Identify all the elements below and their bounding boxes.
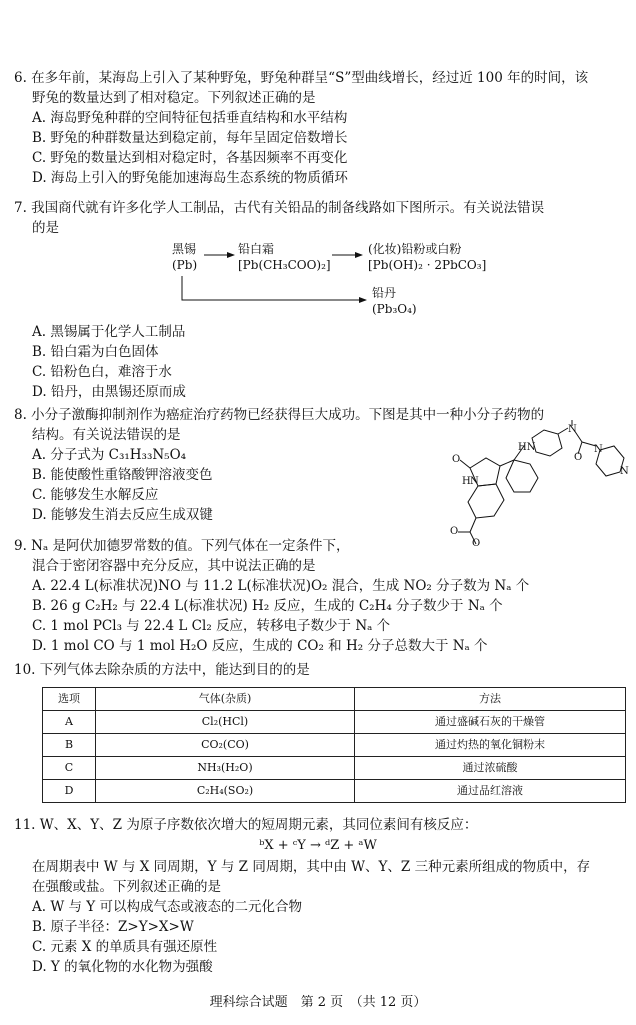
q8-option-c: C. 能够发生水解反应	[32, 487, 159, 503]
col-header-method: 方法	[355, 688, 626, 711]
table-header-row	[43, 688, 626, 711]
q9-option-c: C. 1 mol PCl₃ 与 22.4 L Cl₂ 反应，转移电子数少于 Nₐ 个	[32, 618, 391, 634]
page-footer: 理科综合试题 第 2 页 （共 12 页）	[209, 995, 427, 1010]
q11-option-b: B. 原子半径：Z>Y>X>W	[32, 919, 194, 935]
q6-option-b: B. 野兔的种群数量达到稳定前，每年呈固定倍数增长	[32, 130, 348, 146]
node-lead-acetate-formula: [Pb(CH₃COO)₂]	[238, 258, 331, 272]
node-red-lead-formula: (Pb₃O₄)	[372, 302, 417, 316]
q8-stem-1: 8. 小分子激酶抑制剂作为癌症治疗药物已经获得巨大成功。下图是其中一种小分子药物的	[14, 407, 545, 423]
table-row	[43, 711, 626, 734]
table-row	[43, 757, 626, 780]
lead-preparation-diagram	[170, 240, 530, 320]
cell-gas: C₂H₄(SO₂)	[96, 780, 355, 803]
atom-o-amide: O	[574, 452, 583, 463]
cell-method: 通过灼热的氧化铜粉末	[355, 734, 626, 757]
q8-option-b: B. 能使酸性重铬酸钾溶液变色	[32, 467, 213, 483]
q6-option-c: C. 野兔的数量达到相对稳定时，各基因频率不再变化	[32, 150, 348, 166]
q8-option-a: A. 分子式为 C₃₁H₃₃N₅O₄	[32, 447, 187, 463]
cell-gas: NH₃(H₂O)	[96, 757, 355, 780]
col-header-gas: 气体(杂质)	[96, 688, 355, 711]
q7-options	[14, 322, 622, 402]
q6-stem-1: 6. 在多年前，某海岛上引入了某种野兔，野兔种群呈“S”型曲线增长，经过近 100 年的时间，该	[14, 70, 589, 86]
q7-option-d: D. 铅丹，由黑锡还原而成	[32, 384, 186, 400]
q11-nuclear-reaction: ᵇX + ᶜY → ᵈZ + ᵃW	[259, 838, 377, 853]
q11-option-d: D. Y 的氧化物的水化物为强酸	[32, 959, 213, 975]
atom-o-ester-1: O	[450, 526, 459, 537]
q8-stem-2: 结构。有关说法错误的是	[32, 427, 181, 443]
question-9	[14, 536, 622, 656]
node-lead-acetate-name: 铅白霜	[238, 242, 275, 256]
atom-n-piperazine-1: N	[594, 444, 603, 455]
cell-option: C	[43, 757, 96, 780]
q9-stem-2: 混合于密闭容器中充分反应，其中说法正确的是	[32, 558, 316, 574]
question-11	[14, 815, 622, 835]
table-row	[43, 734, 626, 757]
cell-method: 通过品红溶液	[355, 780, 626, 803]
table-row	[43, 780, 626, 803]
atom-o-lactam: O	[452, 454, 461, 465]
node-black-tin-formula: (Pb)	[172, 258, 198, 272]
q6-option-a: A. 海岛野兔种群的空间特征包括垂直结构和水平结构	[32, 110, 348, 126]
q6-stem-2: 野兔的数量达到了相对稳定。下列叙述正确的是	[32, 90, 316, 106]
q9-stem-1: 9. Nₐ 是阿伏加德罗常数的值。下列气体在一定条件下，	[14, 538, 350, 554]
cell-option: D	[43, 780, 96, 803]
cell-gas: Cl₂(HCl)	[96, 711, 355, 734]
atom-n-amide: N	[568, 424, 577, 435]
q11-option-c: C. 元素 X 的单质具有强还原性	[32, 939, 218, 955]
cell-method: 通过浓硫酸	[355, 757, 626, 780]
molecule-structure	[434, 420, 630, 550]
question-7	[14, 198, 622, 238]
diagram-arrows	[170, 240, 530, 320]
question-6	[14, 68, 622, 188]
atom-hn: HN	[518, 442, 536, 453]
node-lead-powder-name: (化妆)铅粉或白粉	[368, 242, 462, 256]
arrow-pb-to-red-lead	[182, 276, 366, 300]
node-black-tin-name: 黑锡	[172, 242, 197, 256]
cell-option: B	[43, 734, 96, 757]
q11-stem-1: 11. W、X、Y、Z 为原子序数依次增大的短周期元素，其同位素间有核反应：	[14, 817, 478, 833]
question-10	[14, 660, 622, 680]
cell-method: 通过盛碱石灰的干燥管	[355, 711, 626, 734]
q7-option-b: B. 铅白霜为白色固体	[32, 344, 159, 360]
q6-option-d: D. 海岛上引入的野兔能加速海岛生态系统的物质循环	[32, 170, 348, 186]
cell-gas: CO₂(CO)	[96, 734, 355, 757]
q8-option-d: D. 能够发生消去反应生成双键	[32, 507, 213, 523]
q9-option-d: D. 1 mol CO 与 1 mol H₂O 反应，生成的 CO₂ 和 H₂ 分子总数大于 Nₐ 个	[32, 638, 488, 654]
q10-stem: 10. 下列气体去除杂质的方法中，能达到目的的是	[14, 662, 310, 678]
atom-o-ester-2: O	[472, 538, 481, 549]
cell-option: A	[43, 711, 96, 734]
q11-body	[14, 857, 622, 977]
col-header-option: 选项	[43, 688, 96, 711]
q11-stem-2: 在周期表中 W 与 X 同周期，Y 与 Z 同周期，其中由 W、Y、Z 三种元素所组成的物质中，存	[32, 859, 591, 875]
q7-stem-2: 的是	[32, 220, 59, 236]
q9-option-b: B. 26 g C₂H₂ 与 22.4 L(标准状况) H₂ 反应，生成的 C₂H₄ 分子数少于 Nₐ 个	[32, 598, 503, 614]
q7-stem-1: 7. 我国商代就有许多化学人工制品，古代有关铅品的制备线路如下图所示。有关说法错误	[14, 200, 545, 216]
atom-n-lactam: N	[470, 476, 479, 487]
q7-option-c: C. 铅粉色白，难溶于水	[32, 364, 172, 380]
node-red-lead-name: 铅丹	[372, 286, 397, 300]
purification-table	[42, 687, 626, 803]
q11-stem-3: 在强酸或盐。下列叙述正确的是	[32, 879, 221, 895]
q9-option-a: A. 22.4 L(标准状况)NO 与 11.2 L(标准状况)O₂ 混合，生成 NO₂ 分子数为 Nₐ 个	[32, 578, 530, 594]
atom-n-piperazine-2: N	[620, 466, 629, 477]
node-lead-powder-formula: [Pb(OH)₂ · 2PbCO₃]	[368, 258, 487, 272]
q11-option-a: A. W 与 Y 可以构成气态或液态的二元化合物	[32, 899, 302, 915]
q7-option-a: A. 黑锡属于化学人工制品	[32, 324, 186, 340]
atom-h-lactam: H	[462, 476, 471, 487]
